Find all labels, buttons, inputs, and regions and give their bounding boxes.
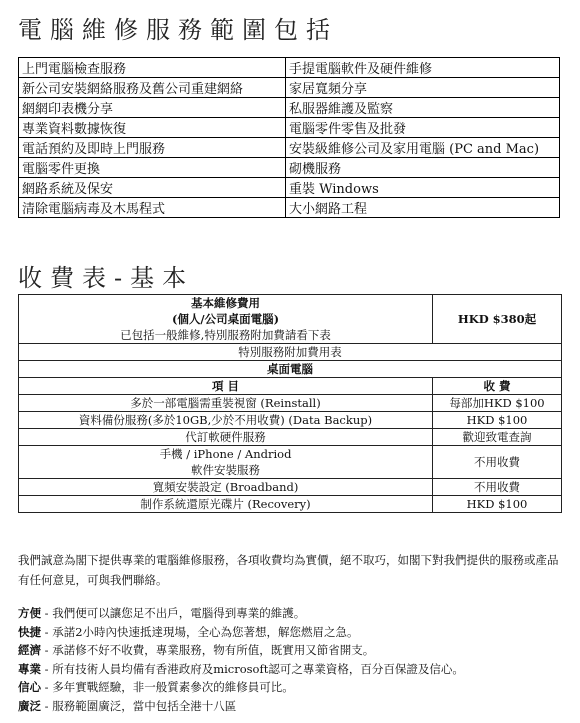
column-header-item: 項 目 [19, 378, 433, 395]
extra-header: 特別服務附加費用表 [19, 344, 562, 361]
benefit-item [18, 641, 563, 660]
table-row [19, 58, 560, 78]
table-row [19, 198, 560, 218]
basic-fee-row [19, 295, 562, 344]
page-title: 電腦維修服務範圍包括 [18, 16, 338, 44]
benefit-item [18, 623, 563, 642]
fee-item: 制作系統還原光碟片 (Recovery) [19, 496, 433, 513]
benefit-key: 方便 [18, 606, 41, 620]
table-row [19, 412, 562, 429]
fee-item: 寬頻安裝設定 (Broadband) [19, 479, 433, 496]
table-row [19, 118, 560, 138]
table-cell: 重裝 Windows [286, 178, 560, 198]
benefit-text: - 承諾2小時內快速抵達現場，全心為您著想，解您燃眉之急。 [41, 624, 359, 639]
table-row [19, 479, 562, 496]
benefit-key: 經濟 [18, 643, 41, 658]
table-cell: 私服器維護及監察 [286, 98, 560, 118]
table-cell: 清除電腦病毒及木馬程式 [19, 198, 286, 218]
benefit-key: 快捷 [18, 624, 41, 639]
desktop-header: 桌面電腦 [19, 361, 562, 378]
benefit-list [18, 604, 563, 716]
fee-value: 每部加HKD $100 [433, 395, 562, 412]
table-cell: 電腦零件更換 [19, 158, 286, 178]
fee-value: HKD $100 [433, 412, 562, 429]
table-cell: 手提電腦軟件及硬件維修 [286, 58, 560, 78]
table-row [19, 98, 560, 118]
benefit-text: - 多年實戰經驗，非一般質素參次的維修員可比。 [41, 680, 294, 695]
basic-fee-description [19, 295, 433, 344]
table-cell: 大小網路工程 [286, 198, 560, 218]
fee-value: 歡迎致電查詢 [433, 429, 562, 446]
fee-item: 代訂軟硬件服務 [19, 429, 433, 446]
benefit-text: - 承諾修不好不收費，專業服務，物有所值，既實用又節省開支。 [41, 643, 375, 658]
benefit-text: - 所有技術人員均備有香港政府及microsoft認可之專業資格，百分百保證及信心。 [41, 661, 464, 676]
basic-fee-price: HKD $380起 [433, 295, 562, 344]
desktop-header-row [19, 361, 562, 378]
fees-title: 收費表-基本 [18, 264, 195, 292]
table-row [19, 395, 562, 412]
benefit-key: 廣泛 [18, 698, 41, 713]
table-cell: 家居寬頻分享 [286, 78, 560, 98]
extra-header-row [19, 344, 562, 361]
fee-item [19, 446, 433, 479]
fee-item: 資料備份服務(多於10GB,少於不用收費) (Data Backup) [19, 412, 433, 429]
table-row [19, 496, 562, 513]
service-scope-table [18, 57, 560, 218]
fee-table [18, 294, 562, 513]
table-row [19, 78, 560, 98]
fee-item: 多於一部電腦需重裝視窗 (Reinstall) [19, 395, 433, 412]
table-cell: 電話預約及即時上門服務 [19, 138, 286, 158]
table-cell: 安裝級維修公司及家用電腦 (PC and Mac) [286, 138, 560, 158]
benefit-item [18, 697, 563, 716]
table-cell: 網網印表機分享 [19, 98, 286, 118]
benefit-text: - 我們便可以讓您足不出戶，電腦得到專業的維護。 [41, 606, 306, 620]
basic-fee-line-2: (個人/公司桌面電腦) [171, 312, 280, 326]
table-cell: 電腦零件零售及批發 [286, 118, 560, 138]
column-header-row [19, 378, 562, 395]
benefit-key: 信心 [18, 680, 41, 695]
benefit-key: 專業 [18, 661, 41, 676]
benefit-item [18, 604, 563, 623]
fee-value: HKD $100 [433, 496, 562, 513]
table-row [19, 446, 562, 479]
table-cell: 專業資料數據恢復 [19, 118, 286, 138]
intro-paragraph: 我們誠意為閣下提供專業的電腦維修服務，各項收費均為實價，絕不取巧，如閣下對我們提供的服務或產品有任何意見，可與我們聯絡。 [18, 553, 559, 587]
benefit-item [18, 678, 563, 697]
benefit-item [18, 660, 563, 679]
column-header-fee: 收 費 [433, 378, 562, 395]
basic-fee-line-1: 基本維修費用 [191, 296, 260, 310]
table-cell: 上門電腦檢查服務 [19, 58, 286, 78]
table-row [19, 158, 560, 178]
table-row [19, 138, 560, 158]
basic-fee-line-3: 已包括一般維修,特別服務附加費請看下表 [120, 328, 331, 342]
table-row [19, 429, 562, 446]
table-cell: 網路系統及保安 [19, 178, 286, 198]
fee-value: 不用收費 [433, 479, 562, 496]
fee-item-line-2: 軟件安裝服務 [191, 463, 260, 477]
table-row [19, 178, 560, 198]
benefit-text: - 服務範圍廣泛，當中包括全港十八區 [41, 698, 237, 713]
table-cell: 新公司安裝網絡服務及舊公司重建網絡 [19, 78, 286, 98]
table-cell: 砌機服務 [286, 158, 560, 178]
fee-item-line-1: 手機 / iPhone / Andriod [159, 447, 292, 461]
fee-value: 不用收費 [433, 446, 562, 479]
